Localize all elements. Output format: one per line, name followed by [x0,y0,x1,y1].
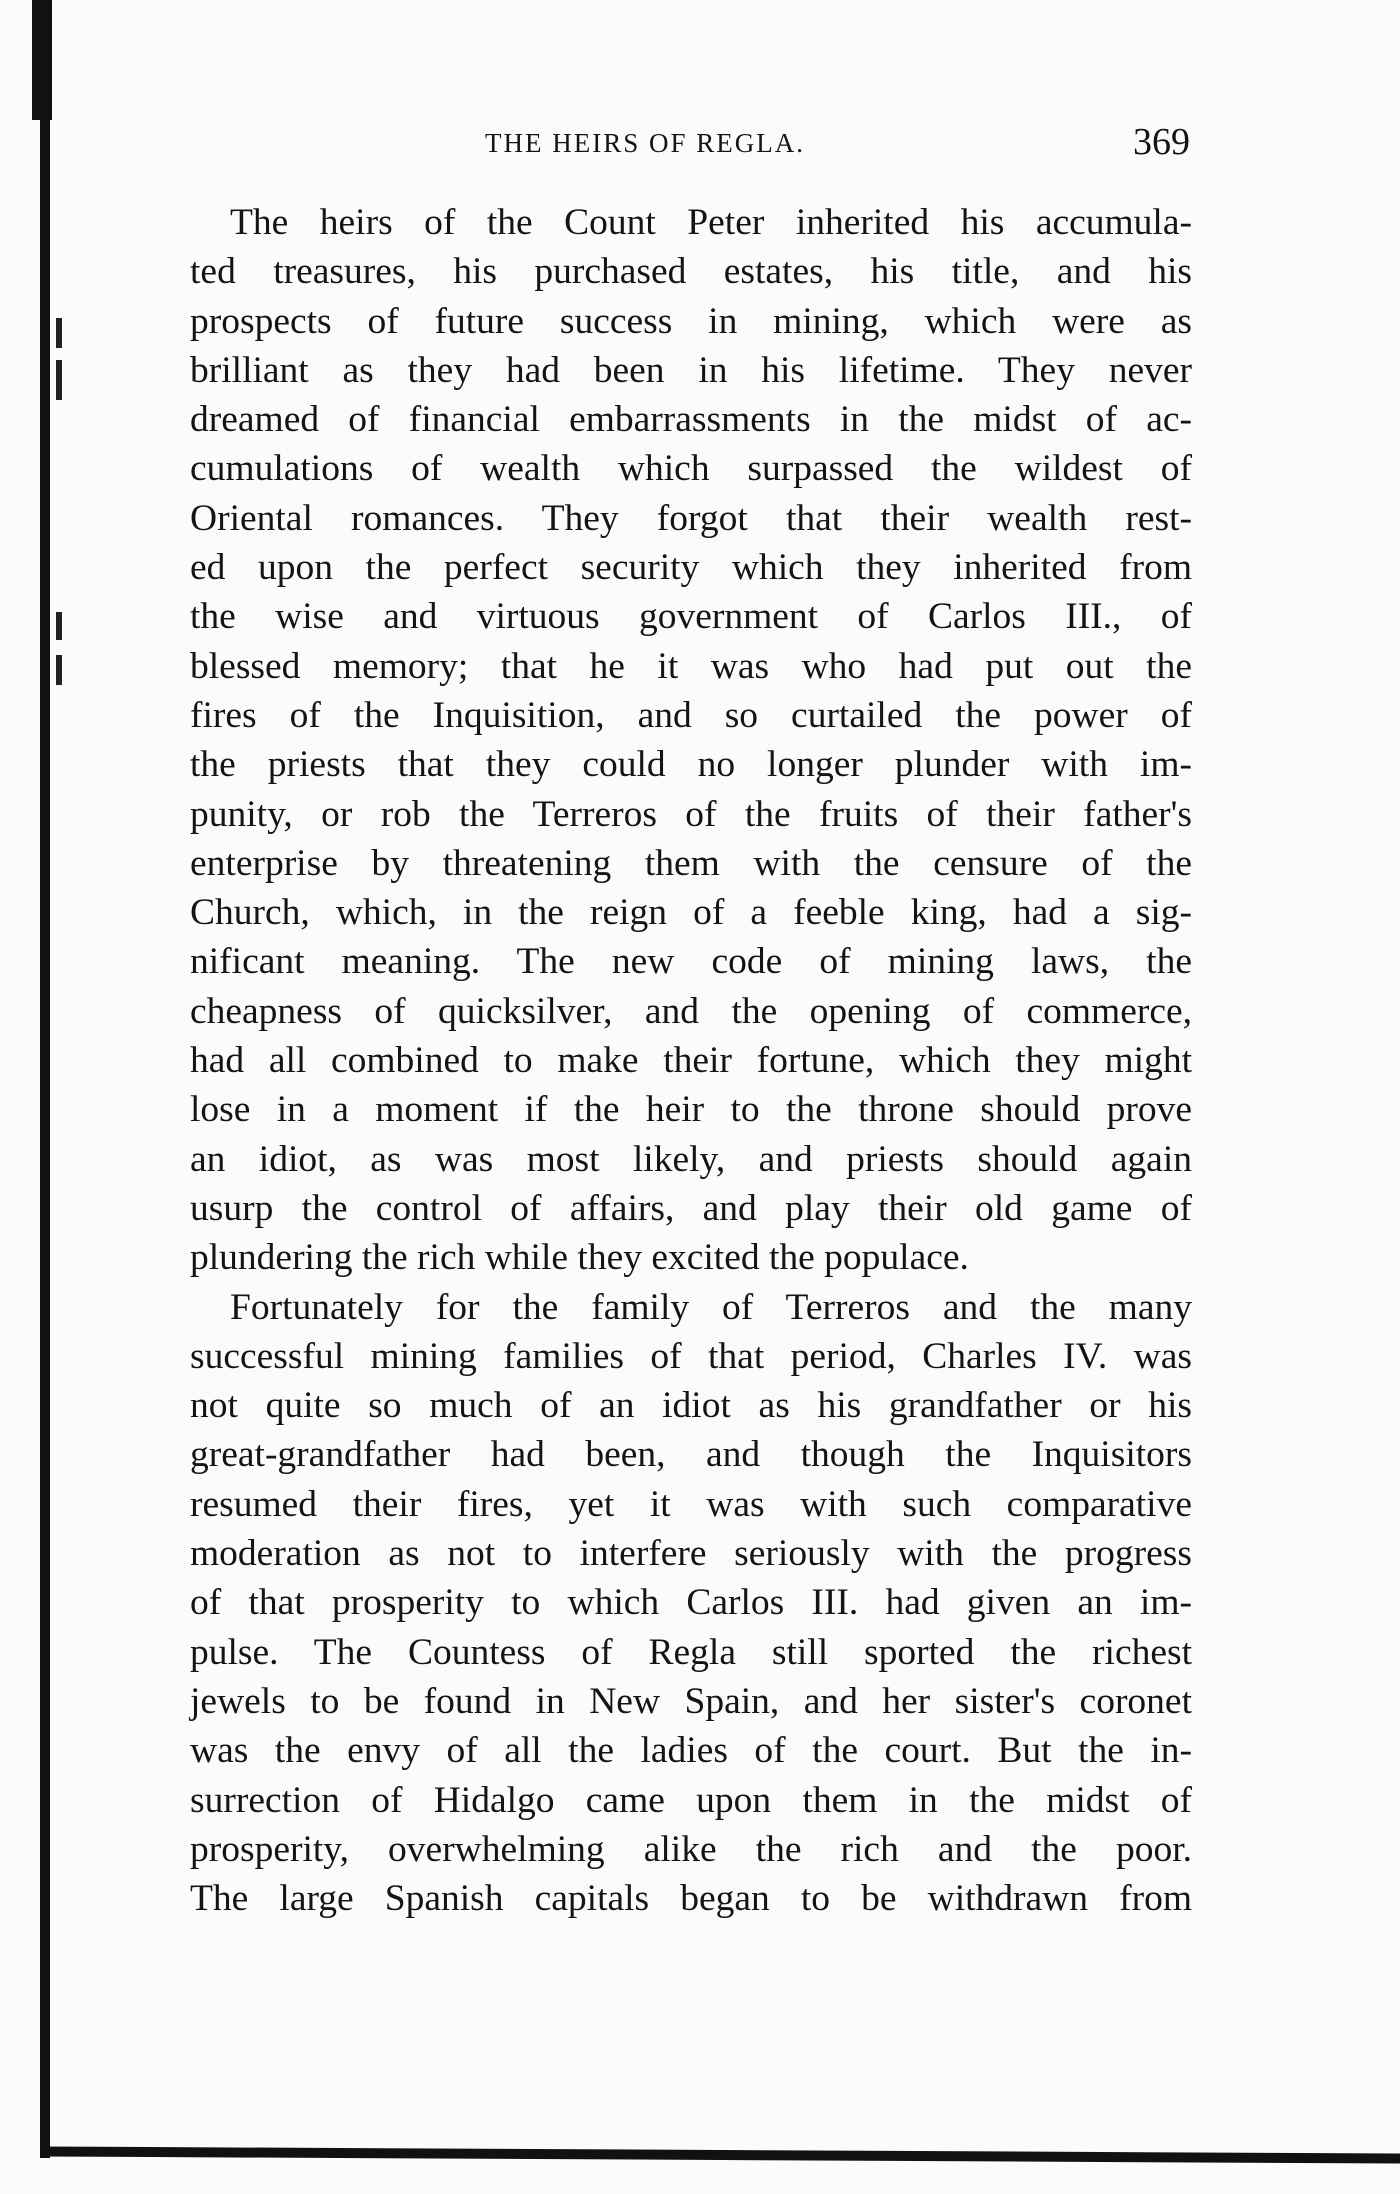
text-line: great-grandfather had been, and though the Inquisitors [190,1434,1192,1476]
text-line: prospects of future success in mining, which were as [190,300,1192,342]
text-line: The large Spanish capitals began to be withdrawn from [190,1878,1192,1920]
text-line: lose in a moment if the heir to the throne should prove [190,1089,1192,1131]
margin-mark [56,360,62,400]
running-head: THE HEIRS OF REGLA. [485,128,805,158]
paragraph-1 [190,198,1192,1283]
margin-mark [56,318,62,348]
text-line: punity, or rob the Terreros of the fruits of their father's [190,793,1192,835]
text-line: Church, which, in the reign of a feeble king, had a sig- [190,892,1192,934]
text-line: jewels to be found in New Spain, and her sister's coronet [190,1680,1192,1722]
text-line: usurp the control of affairs, and play their old game of [190,1187,1192,1229]
text-line: Fortunately for the family of Terreros and the many [230,1286,1192,1328]
paragraph-2 [190,1283,1192,1924]
text-line: ted treasures, his purchased estates, his title, and his [190,251,1192,293]
page-number: 369 [1133,121,1190,163]
text-line: surrection of Hidalgo came upon them in the midst of [190,1779,1192,1821]
text-line: enterprise by threatening them with the censure of the [190,842,1192,884]
text-line: the wise and virtuous government of Carlos III., of [190,596,1192,638]
text-line: resumed their fires, yet it was with such comparative [190,1483,1192,1525]
text-line: of that prosperity to which Carlos III. had given an im- [190,1582,1192,1624]
text-line: prosperity, overwhelming alike the rich and the poor. [190,1828,1192,1870]
margin-mark [56,655,62,685]
text-line: Oriental romances. They forgot that their wealth rest- [190,497,1192,539]
text-line: nificant meaning. The new code of mining laws, the [190,941,1192,983]
page-bottom-edge [40,2146,1400,2163]
text-line: an idiot, as was most likely, and priests should again [190,1138,1192,1180]
text-line: The heirs of the Count Peter inherited his accumula- [230,202,1192,243]
text-line: pulse. The Countess of Regla still sported the richest [190,1631,1192,1673]
text-line: was the envy of all the ladies of the court. But the in- [190,1730,1192,1772]
text-line: had all combined to make their fortune, which they might [190,1040,1192,1082]
text-line: plundering the rich while they excited the populace. [190,1237,969,1279]
text-line: ed upon the perfect security which they inherited from [190,547,1192,589]
text-line: dreamed of financial embarrassments in the midst of ac- [190,399,1192,441]
text-line: not quite so much of an idiot as his grandfather or his [190,1385,1192,1427]
text-line: moderation as not to interfere seriously with the progress [190,1533,1192,1575]
page-header [190,120,1190,170]
page-binding-edge [40,0,50,2158]
text-line: blessed memory; that he it was who had put out the [190,645,1192,687]
text-line: fires of the Inquisition, and so curtailed the power of [190,694,1192,736]
text-line: cheapness of quicksilver, and the opening of commerce, [190,990,1192,1032]
text-line: the priests that they could no longer plunder with im- [190,744,1192,786]
text-line: successful mining families of that period, Charles IV. was [190,1335,1192,1377]
text-line: brilliant as they had been in his lifetime. They never [190,349,1192,391]
body-text [190,198,1192,1923]
margin-mark [56,612,62,640]
text-line: cumulations of wealth which surpassed the wildest of [190,448,1192,490]
